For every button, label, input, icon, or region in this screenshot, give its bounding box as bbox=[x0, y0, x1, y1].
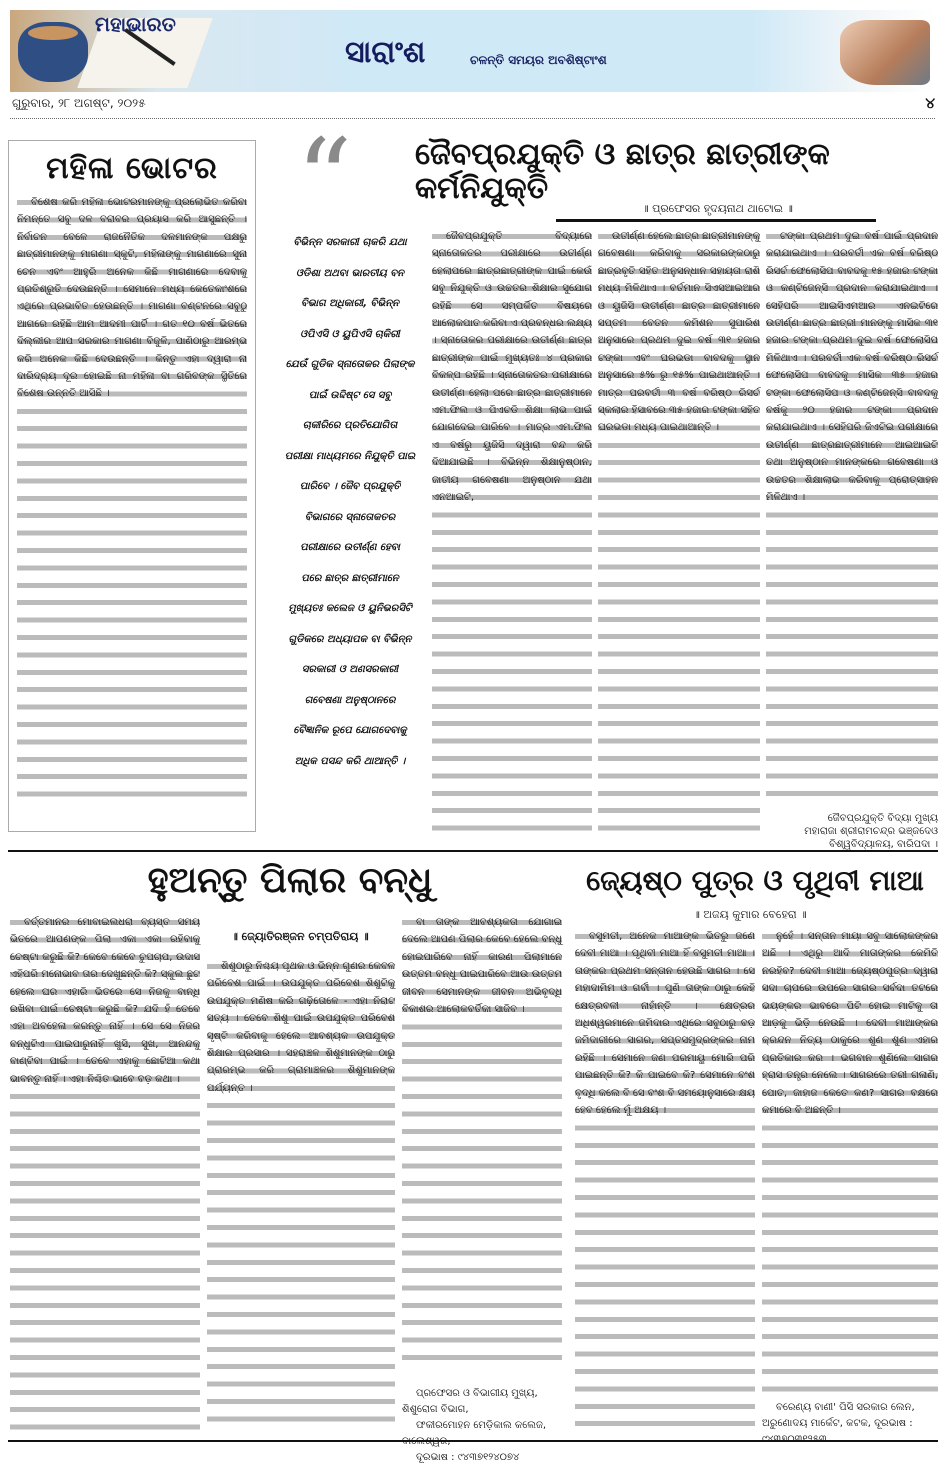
byline: ॥ ପ୍ରଫେସର ହୃଦୟନାଥ ଥାଟୋଇ ॥ bbox=[642, 202, 793, 215]
article-body: ବିଶେଷ କରି ମହିଳା ଭୋଟରମାନଙ୍କୁ ପ୍ରଲୋଭିତ କରିବା ନିମନ୍ତେ ସବୁ ଦଳ ବରାବର ପ୍ରୟାସ କରି ଆସୁଛନ୍ତି । ନିର୍ବାଚନ ବେଳେ ରାଜନୈତିକ ଦଳମାନଙ୍କ ପକ୍ଷରୁ ଛାତ୍ରୀମାନଙ୍କୁ ମାଗଣା ସ୍କୁଟି, ମହିଳାଙ୍କୁ ମାଗଣାରେ ସୁନା ଚେନ ଏବଂ ଆହୁରି ଅନେକ କିଛି ମାଗଣାରେ ଦେବାକୁ ପ୍ରତିଶ୍ରୁତି ଦେଉଛନ୍ତି । ସେମାନେ ମଧ୍ୟ କେତେକାଂଶରେ ଏଥିରେ ପ୍ରଭାବିତ ହେଉଛନ୍ତି । ମାଗଣା ବଣ୍ଟନରେ ସବୁଠୁ ଆଗରେ ରହିଛି ଆମ ଆଦମୀ ପାର୍ଟି । ଗତ ୧୦ ବର୍ଷ ଭିତରେ ଦିଲ୍ଲୀର ଆପ ସରକାର ମାଗଣା ବିଜୁଳି, ପାଣିଠାରୁ ଆରମ୍ଭ କରି ଅନେକ କିଛି ଦେଉଛନ୍ତି । କିନ୍ତୁ ଏହା ଦ୍ୱାରା ନା ଦାରିଦ୍ର୍ୟ ଦୂର ହୋଇଛି ନା ମହିଳା ବା ଗରିବଙ୍କ ସ୍ଥିତିରେ ବିଶେଷ ଉନ୍ନତି ଆସିଛି । bbox=[17, 194, 247, 800]
headline: ହୁଅନ୍ତୁ ପିଲାର ବନ୍ଧୁ bbox=[147, 860, 433, 901]
article-column: ଜୈବପ୍ରଯୁକ୍ତି ବିଦ୍ୟାରେ ସ୍ନାତୋକତର ପରୀକ୍ଷାରେ ଉତୀର୍ଣ୍ଣ ହେଲାପରେ ଛାତ୍ରଛାତ୍ରୀଙ୍କ ପାଇଁ କେଉଁ ସବୁ ନିଯୁକ୍ତି ଓ ଉଚ୍ଚତର ଶିକ୍ଷାର ସୁଯୋଗ ରହିଛି ସେ ସମ୍ପର୍କିତ ବିଷୟରେ ଆଲୋକପାତ କରିବା ଏ ପ୍ରବନ୍ଧର ଲକ୍ଷ୍ୟ । ସ୍ନାତୋକର ପରୀକ୍ଷାରେ ଉତୀର୍ଣ୍ଣ ଛାତ୍ର ଛାତ୍ରୀଙ୍କ ପାଇଁ ମୁଖ୍ୟତଃ ୪ ପ୍ରକାର ବିକଳ୍ପ ରହିଛି । ସ୍ନାତୋକତର ପରୀକ୍ଷାରେ ଉତୀର୍ଣ୍ଣ ହେଲା ପରେ ଛାତ୍ର ଛାତ୍ରୀମାନେ ଏମ.ଫିଲ ଓ ପିଏଚଡି ଶିକ୍ଷା ଲାଭ ପାଇଁ ଯୋଗଦେଇ ପାରିବେ । ମାତ୍ର ଏମ.ଫିଲ ଏ ବର୍ଷରୁ ୟୁଜିସି ଦ୍ୱାରା ବନ୍ଦ କରି ଦିଆଯାଇଛି । ବିଭିନ୍ନ ଶିକ୍ଷାନୁଷ୍ଠାନ, ଜାତୀୟ ଗବେଷଣା ଅନୁଷ୍ଠାନ ଯଥା ଏନଆଇଟି, bbox=[432, 228, 592, 840]
headline: ଜୈବପ୍ରଯୁକ୍ତି ଓ ଛାତ୍ର ଛାତ୍ରୀଙ୍କ କର୍ମନିଯୁକ୍ତି bbox=[415, 137, 830, 206]
section-tagline: ଚଳନ୍ତି ସମୟର ଅବଶିଷ୍ଟାଂଶ bbox=[470, 53, 607, 67]
pull-quote-line: ଚାକୀରିରେ ପ୍ରତିଯୋଗିତା bbox=[302, 420, 398, 431]
author-signature bbox=[402, 1386, 567, 1466]
pull-quote-line: ପାରିବେ । ଜୈବ ପ୍ରଯୁକ୍ତି bbox=[299, 481, 401, 492]
pull-quote-line: ଗୁଡିକରେ ଅଧ୍ୟାପକ ବା ବିଭିନ୍ନ bbox=[288, 633, 412, 645]
headline: ଜ୍ୟେଷ୍ଠ ପୁତ୍ର ଓ ପୃଥିବୀ ମାଆ bbox=[586, 864, 924, 897]
byline: ॥ ଜ୍ୟୋତିରଞ୍ଜନ ଚମ୍ପତିରାୟ ॥ bbox=[231, 930, 369, 943]
pull-quote-line: ପାଇଁ ଉଦ୍ଦିଷ୍ଟ ସେ ସବୁ bbox=[308, 389, 392, 401]
pull-quote-line: ବୈଜ୍ଞାନିକ ରୂପେ ଯୋଗଦେବାକୁ bbox=[293, 725, 407, 736]
headline: ମହିଳା ଭୋଟର bbox=[46, 151, 218, 186]
pull-quote-line: ବିଭାଗରେ ସ୍ନାତୋକତର bbox=[304, 511, 396, 523]
coffee-cup-image bbox=[18, 22, 88, 82]
page-number: ୪ bbox=[925, 94, 935, 112]
writing-hand-image bbox=[840, 20, 930, 85]
divider bbox=[8, 1440, 938, 1442]
article-column: ଟଙ୍କା ପ୍ରଥମ ଦୁଇ ବର୍ଷ ପାଇଁ ପ୍ରଦାନ କରାଯାଇଥାଏ । ପରବର୍ତୀ ଏକ ବର୍ଷ ବରିଷ୍ଠ ରିସର୍ଚ ଫେଲୋସିପ ବାବଦକୁ ୧୫ ହଜାର ଟଙ୍କା ଓ କଣ୍ଟିଜେନ୍ସି ପ୍ରଦାନ କରାଯାଇଥାଏ । ସେହିପରି ଆଇସିଏମଆର ଏନଇଟିରେ ଉତୀର୍ଣ୍ଣ ଛାତ୍ର ଛାତ୍ରୀ ମାନଙ୍କୁ ମାସିକ ୩୧ ହଜାର ଟଙ୍କା ପ୍ରଥମ ଦୁଇ ବର୍ଷ ଫେଲୋସିପ ମିଳିଥାଏ । ପରବର୍ତୀ ଏକ ବର୍ଷ ବରିଷ୍ଠ ରିସର୍ଚ ଫେଲୋସିପ ବାବଦକୁ ମାସିକ ୩୫ ହଜାର ଟଙ୍କା ଫେଲୋସିପ ଓ କଣ୍ଟିଜେନ୍ସି ବାବଦକୁ ବର୍ଷକୁ ୨୦ ହଜାର ଟଙ୍କା ପ୍ରଦାନ କରାଯାଇଥାଏ । ସେହିପରି ଜିଏଟିଇ ପରୀକ୍ଷାରେ ଉତୀର୍ଣ୍ଣ ଛାତ୍ରଛାତ୍ରୀମାନେ ଆଇଆଇଟି ତଥା ଅନୁଷ୍ଠାନ ମାନଙ୍କରେ ଗବେଷଣା ଓ ଉଚ୍ଚତର ଶିକ୍ଷାଲାଭ କରିବାକୁ ପ୍ରୋତ୍ସାହନ ମିଳିଥାଏ । bbox=[766, 228, 938, 806]
article-women-voters bbox=[8, 140, 256, 832]
pull-quote-line: ଓଡିଶା ଅଥବା ଭାରତୀୟ ବନ bbox=[296, 267, 404, 279]
quote-mark-icon: “ bbox=[296, 115, 353, 243]
divider bbox=[8, 850, 938, 852]
pull-quote-line: ପରେ ଛାତ୍ର ଛାତ୍ରୀମାନେ bbox=[301, 572, 399, 584]
brand-logo: ମହାଭାରତ bbox=[95, 12, 176, 36]
signature-line: ଫକୀରମୋହନ ମେଡ଼ିକାଲ କଲେଜ, ବାଲେଶ୍ୱର, bbox=[402, 1420, 547, 1447]
signature-line: ମହାରାଜା ଶ୍ରୀରାମଚନ୍ଦ୍ର ଭଞ୍ଜଦେଓ bbox=[804, 826, 938, 837]
signature-line: ବିଶ୍ୱବିଦ୍ୟାଳୟ, ବାରିପଦା । bbox=[829, 839, 938, 850]
pull-quote-line: ପରୀକ୍ଷା ମାଧ୍ୟମରେ ନିଯୁକ୍ତି ପାଇ bbox=[284, 450, 416, 462]
pull-quote-line: ଗବେଷଣା ଅନୁଷ୍ଠାନରେ bbox=[304, 694, 396, 706]
pull-quote-line: ବିଭାଗ ଅଧିକାରୀ, ବିଭିନ୍ନ bbox=[301, 298, 399, 309]
article-column: ଶିଶୁଠାରୁ ନିଶ୍ଚୟ ପୃଥକ ଓ ଭିନ୍ନ ଗୁଣର କେବଳ ପରିବେଶ ପାଇଁ । ଉପଯୁକ୍ତ ପରିବେଶ ଶିଶୁଟିକୁ ଉପଯୁକ୍ତ ମଣିଷ କରି ଗଢ଼ିତୋଳେ - ଏହା ନିରାଟ ସତ୍ୟ । ତେବେ ଶିଶୁ ପାଇଁ ଉପଯୁକ୍ତ ପରିବେଶ ସୃଷ୍ଟି କରିବାକୁ ହେଲେ ଆବଶ୍ୟକ ଉପଯୁକ୍ତ ଶିକ୍ଷାର ପ୍ରସାର । ସହରାଞ୍ଚଳ ଶିଶୁମାନଙ୍କ ଠାରୁ ପ୍ରାରମ୍ଭ କରି ଗ୍ରାମାଞ୍ଚଳର ଶିଶୁମାନଙ୍କ ପର୍ଯ୍ୟନ୍ତ । bbox=[207, 958, 395, 1434]
pull-quote-line: ସରକାରୀ ଓ ଅଣସରକାରୀ bbox=[301, 664, 399, 675]
author-signature: ବରେଣ୍ୟ ବାଣୀ' ପିସି ସରକାର ଲେନ, ଅରୁଣୋଦୟ ମାର୍କେଟ, କଟକ, ଦୂରଭାଷ : ୯୪୩୭୦୩୧୨୫୩ bbox=[762, 1402, 915, 1445]
pull-quote-line: ବିଭିନ୍ନ ସରକାରୀ ଚାକରି ଯଥା bbox=[293, 237, 407, 248]
author-signature bbox=[770, 812, 938, 851]
pull-quote-line: ପରୀକ୍ଷାରେ ଉତୀର୍ଣ୍ଣ ହେବା bbox=[300, 542, 400, 553]
divider bbox=[556, 219, 876, 222]
article-column: ନୁହେଁ । ସନ୍ତାନ ମାୟା ସବୁ ସାଲୋକଙ୍କର ଅଛି । ଏଥିରୁ ଆଦି ମାତାଙ୍କର କେମିତି ନରହିବ? ଦେବୀ ମାଆ ଜ୍ୟେଷ୍ଠପୁତ୍ର ଦ୍ୱାରା ସଦା ଚାପରେ ଉପରେ ସାଗର ସର୍ବଦା ତଟରେ ଭୟଙ୍କର ଭାବରେ ପିଟି ହୋଇ ମାଟିକୁ ତା ଆଡ଼କୁ ଭିଡ଼ି ନେଉଛି । ଦେବୀ ମାଆଙ୍କର କ୍ରନ୍ଦନ ନିତ୍ୟ ଠାକୁରେ ଶୁଣ ଶୁଣ ଏହାର ପ୍ରତିକାର କର । ଭଗବାନ ଶୁଣିଲେ ସାଗର ହ୍ରାସ ତନ୍ତ୍ର ନେଲେ । ସାଗରରେ ତରୀ ଗଳାଣି, ପୋତ, ଜାହାଜ କେତେ କଣ? ସାଗର ବକ୍ଷରେ କମାରେ ବି ଅଛନ୍ତି । bbox=[762, 928, 938, 1398]
signature-line: ଦୂରଭାଷ : ୯୪୩୭୧୨୪୦୭୪ bbox=[416, 1452, 520, 1463]
divider bbox=[10, 118, 935, 119]
section-title: ସାରାଂଶ bbox=[345, 35, 426, 70]
pull-quote-line: ଅଧିକ ପସନ୍ଦ କରି ଥାଆନ୍ତି । bbox=[294, 755, 406, 767]
pull-quote-line: ଓପିଏସି ଓ ୟୁପିଏସି ଚାକିରୀ bbox=[300, 328, 400, 340]
article-column: ବା ତାଙ୍କ ଆବଶ୍ୟକତା ଯୋଗାଇ ଦେଲେ ଆପଣ ପିଲାର କେବେ ହେଲେ ବନ୍ଧୁ ହୋଇପାରିବେ ନାହିଁ କାରଣ ପିଲାମାନେ ଉତ୍ତମ ବନ୍ଧୁ ପାଇପାରିବେ ଆଉ ଉତ୍ତମ ଜୀବନ ସେମାନଙ୍କ ଜୀବନ ଅଭିବୃଦ୍ଧି ବିକାଶର ଆଲୋକବର୍ତିକା ସାଜିବ । bbox=[402, 914, 562, 1364]
byline: ॥ ଅଜୟ କୁମାର ବେହେରା ॥ bbox=[693, 908, 807, 921]
pull-quote bbox=[274, 228, 426, 777]
article-column: ଉତୀର୍ଣ୍ଣ ହେଲେ ଛାତ୍ର ଛାତ୍ରୀମାନଙ୍କୁ ଗବେଷଣା କରିବାକୁ ସରକାରଙ୍କଠାରୁ ଛାତ୍ରବୃତି ସହିତ ଅନୁସନ୍ଧାନ ସହାୟତା ରାଶି ମଧ୍ୟ ମିଳିଥାଏ । ବର୍ତମାନ ସିଏସଆଇଆର ଓ ୟୁଜିସି ଉତୀର୍ଣ୍ଣ ଛାତ୍ର ଛାତ୍ରୀମାନେ ସପ୍ତମ ବେତନ କମିଶନ ସୁପାରିଶ ଅନୁସାରେ ପ୍ରଥମ ଦୁଇ ବର୍ଷ ୩୧ ହଜାର ଟଙ୍କା ଏବଂ ଘରଭଡା ବାବଦକୁ ସ୍ଥାନ ଅନୁସାରେ ୫% ରୁ ୧୫% ପାଇଥାଆନ୍ତି । ମାତ୍ର ପରବର୍ତୀ ୩ ବର୍ଷ ବରିଷ୍ଠ ରିସର୍ଚ ସ୍କଲାର ହିସାବରେ ୩୫ ହଜାର ଟଙ୍କା ସହିତ ଘରଭଡା ମଧ୍ୟ ପାଇଥାଆନ୍ତି । bbox=[598, 228, 760, 840]
pull-quote-line: ମୁଖ୍ୟତଃ କଲେଜ ଓ ୟୁନିଭରସିଟି bbox=[288, 603, 412, 614]
signature-line: ଜୈବପ୍ରଯୁକ୍ତି ବିଦ୍ୟା ମୁଖ୍ୟ bbox=[827, 813, 938, 824]
pull-quote-line: ଯେଉଁ ଗୁଡିକ ସ୍ନାତୋକର ପିଲାଙ୍କ bbox=[285, 359, 415, 370]
issue-date: ଗୁରୁବାର, ୨୮ ଅଗଷ୍ଟ, ୨୦୨୫ bbox=[12, 96, 146, 110]
signature-line: ପ୍ରଫେସର ଓ ବିଭାଗୀୟ ମୁଖ୍ୟ, ଶିଶୁରୋଗ ବିଭାଗ, bbox=[402, 1388, 538, 1415]
article-column: ବସୁମତୀ, ଅନେକ ମାଆଙ୍କ ଭିତରୁ ଜଣେ ଦେବୀ ମାଆ । ପୃଥିବୀ ମାଆ ହିଁ ବସୁମତୀ ମାଆ । ତାଙ୍କର ପ୍ରଥମ ସନ୍ତାନ ହେଉଛି ସାଗର । ସେ ମହାଦାମିମ ଓ ଗର୍ବୀ । ପୁଣି ତାଙ୍କ ଠାରୁ କେହି କ୍ଷେତ୍ରବଳୀ ନାହାଁନ୍ତି । କ୍ଷେତ୍ରର ଅଧିଶ୍ୱରମାନେ ଜମିଦାର ଏଥିରେ ସବୁଠାରୁ ବଡ଼ ଜମିଦାରୀରେ ସାଗର, ସପ୍ତସମୁଦ୍ରଙ୍କର ନାମ ରହିଛି । ସେମାନେ ଜଣ ପରମାୟୁ ମୋରି ପରି ପାଇଛନ୍ତି କି? କି ପାଇବେ କି? ସେମାନେ ବଂଶ ବୃଦ୍ଧି କଲେ ବି ସେ ବଂଶ ବି ସମୟୋନୁସାରେ କ୍ଷୟ ହେବ ହେଲେ ମୁଁ ଅକ୍ଷୟ । bbox=[575, 928, 755, 1434]
article-column: ବର୍ତ୍ତମାନର ମୋବାଇଲଧରା ବ୍ୟସ୍ତ ସମୟ ଭିତରେ ଆପଣଙ୍କ ପିଲା ଏକା ଏକା ରହିବାକୁ ଚେଷ୍ଟା କରୁଛି କି? କେବେ କେବେ ଚୁପଚାପ, ଉଦାସ ଏହିପରି ମନୋଭାବ ତାର ଦେଖୁଛନ୍ତି କି? ସ୍କୁଲ ଛୁଟ ହେଲେ ଘର ଏହାରି ଭିତରେ ସେ ନିଜକୁ ବାନ୍ଧି ରଖିବା ପାଇଁ ଚେଷ୍ଟା କରୁଛି କି? ଯଦି ହଁ ତେବେ ଏହା ଅବହେଳା କରନ୍ତୁ ନାହିଁ । ସେ ସେ ନିଜର ବନ୍ଧୁଟିଏ ପାଇପାରୁନାହିଁ ଖୁସି, ସୁଖ, ଆନନ୍ଦକୁ ବାଣ୍ଟିବା ପାଇଁ । ତେବେ ଏହାକୁ ଛୋଟିଆ କଥା ଭାବନ୍ତୁ ନାହିଁ । ଏହା ନିଶ୍ଚିତ ଭାବେ ବଡ଼ କଥା । bbox=[10, 914, 200, 1434]
